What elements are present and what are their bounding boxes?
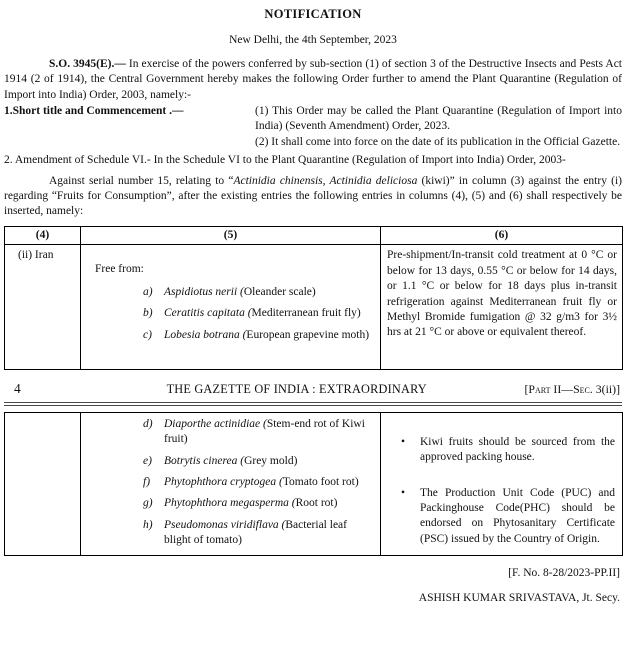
pest-species: Phytophthora cryptogea ( — [164, 475, 283, 488]
gazette-header-row — [4, 381, 622, 397]
dateline: New Delhi, the 4th September, 2023 — [229, 34, 397, 47]
pest-item — [143, 328, 371, 343]
pest-name — [164, 417, 371, 448]
treatment-cell: Pre-shipment/In-transit cold treatment at 0 °C or below for 13 days, 0.55 °C or below for 14 days, or 1.1 °C or below for 18 days plus in-transit refrigeration against Mediterranean fruit fly or Methyl Bromide fumigation @ 32 g/m3 for 3½ hrs at 21 °C or above or equivalent thereof. — [381, 245, 623, 370]
pest-name — [164, 306, 371, 321]
pest-species: Aspidiotus nerii ( — [164, 285, 244, 298]
conditions-cell — [381, 412, 623, 555]
pest-species: Pseudomonas viridiflava ( — [164, 518, 286, 531]
pest-common-name: Mediterranean fruit fly) — [251, 307, 361, 320]
pest-item — [143, 475, 371, 490]
pest-item — [143, 518, 371, 549]
pest-common-name: Oleander scale) — [243, 285, 316, 298]
part-section-tail: (ii)] — [601, 382, 620, 397]
bullet-icon: • — [401, 435, 406, 448]
so-paragraph — [4, 57, 622, 103]
pest-item — [143, 285, 371, 300]
pest-name — [164, 454, 371, 469]
condition-text: The Production Unit Code (PUC) and Packinghouse Code(PHC) should be endorsed on Phytosanitary Certificate (PSC) issued by the Country of Origin. — [420, 486, 615, 545]
schedule-table-page2 — [4, 412, 623, 556]
clause-2: (2) It shall come into force on the date of its publication in the Official Gazette. — [255, 135, 621, 148]
so-paragraph-text: In exercise of the powers conferred by sub-section (1) of section 3 of the Destructive Insects and Pests Act 1914 (2 of 1914), the Central Government hereby makes the following Order further to amend the Plant Quarantine (Regulation of Import into India) Order, 2003, namely:- — [4, 57, 623, 101]
pests-cell-continued — [81, 412, 381, 555]
pest-letter: f) — [143, 475, 151, 488]
column-6-header: (6) — [381, 226, 623, 244]
pest-species: Ceratitis capitata ( — [164, 307, 252, 320]
pest-species: Diaporthe actinidiae ( — [164, 417, 267, 430]
table-row — [5, 412, 623, 555]
pest-item — [143, 496, 371, 511]
pest-common-name: European grapevine moth) — [246, 328, 370, 341]
signatory: ASHISH KUMAR SRIVASTAVA, Jt. Secy. — [418, 591, 620, 604]
table-row — [5, 245, 623, 370]
origin-cell: (ii) Iran — [5, 245, 81, 370]
condition-item — [401, 486, 615, 548]
part-section-smallcaps: [Part II—Sec. 3 — [524, 382, 602, 397]
section-1-heading: 1.Short title and Commencement .— — [4, 105, 184, 118]
pest-species: Botrytis cinerea ( — [164, 454, 245, 467]
free-from-label: Free from: — [95, 263, 144, 276]
document-title: NOTIFICATION — [264, 7, 362, 21]
pest-letter: c) — [143, 328, 152, 341]
pest-letter: d) — [143, 417, 153, 430]
pests-cell — [81, 245, 381, 370]
pest-name — [164, 518, 371, 549]
section-1 — [4, 104, 622, 150]
amendment-rest: (kiwi)” in column (3) against the entry (i) regarding “Fruits for Consumption”, after the existing entries the following entries in columns (4), (5) and (6) shall respectively be inserted, namely: — [4, 174, 622, 218]
gazette-title: THE GAZETTE OF INDIA : EXTRAORDINARY — [166, 382, 427, 397]
condition-text: Kiwi fruits should be sourced from the approved packing house. — [420, 435, 615, 464]
section-2-paragraph: 2. Amendment of Schedule VI.- In the Schedule VI to the Plant Quarantine (Regulation of Import into India) Order, 2003- — [4, 154, 566, 167]
table-header-row — [5, 226, 623, 244]
pest-name — [164, 496, 371, 511]
so-number: S.O. 3945(E).— — [49, 57, 126, 70]
pest-letter: h) — [143, 518, 153, 531]
pest-name — [164, 475, 371, 490]
pest-common-name: Tomato foot rot) — [282, 475, 359, 488]
pest-common-name: Stem-end rot of Kiwi fruit) — [164, 417, 365, 446]
pest-common-name: Root rot) — [295, 497, 338, 510]
pest-letter: g) — [143, 497, 153, 510]
part-section-ref — [524, 382, 620, 397]
pest-name — [164, 328, 371, 343]
column-4-header: (4) — [5, 226, 81, 244]
pest-common-name: Bacterial leaf blight of tomato) — [164, 518, 347, 547]
species-names-italic: Actinidia chinensis, Actinidia deliciosa — [233, 174, 418, 187]
section-1-clauses — [255, 104, 622, 150]
pest-species: Phytophthora megasperma ( — [164, 497, 296, 510]
schedule-table-page1 — [4, 226, 623, 370]
double-rule-divider — [4, 402, 622, 406]
pest-species: Lobesia botrana ( — [164, 328, 247, 341]
pest-common-name: Grey mold) — [244, 454, 298, 467]
condition-item — [401, 435, 615, 466]
amendment-lead: Against serial number 15, relating to “ — [49, 174, 234, 187]
column-5-header: (5) — [81, 226, 381, 244]
pest-letter: a) — [143, 285, 153, 298]
bullet-icon: • — [401, 486, 406, 499]
origin-cell-empty — [5, 412, 81, 555]
pest-letter: e) — [143, 454, 152, 467]
pest-item — [143, 454, 371, 469]
page-number: 4 — [14, 381, 21, 397]
file-number: [F. No. 8-28/2023-PP.II] — [508, 566, 620, 579]
pest-letter: b) — [143, 307, 153, 320]
pest-name — [164, 285, 371, 300]
amendment-paragraph — [4, 174, 622, 220]
pest-item — [143, 417, 371, 448]
pest-item — [143, 306, 371, 321]
clause-1: (1) This Order may be called the Plant Quarantine (Regulation of Import into India) (Seventh Amendment) Order, 2023. — [255, 105, 622, 133]
